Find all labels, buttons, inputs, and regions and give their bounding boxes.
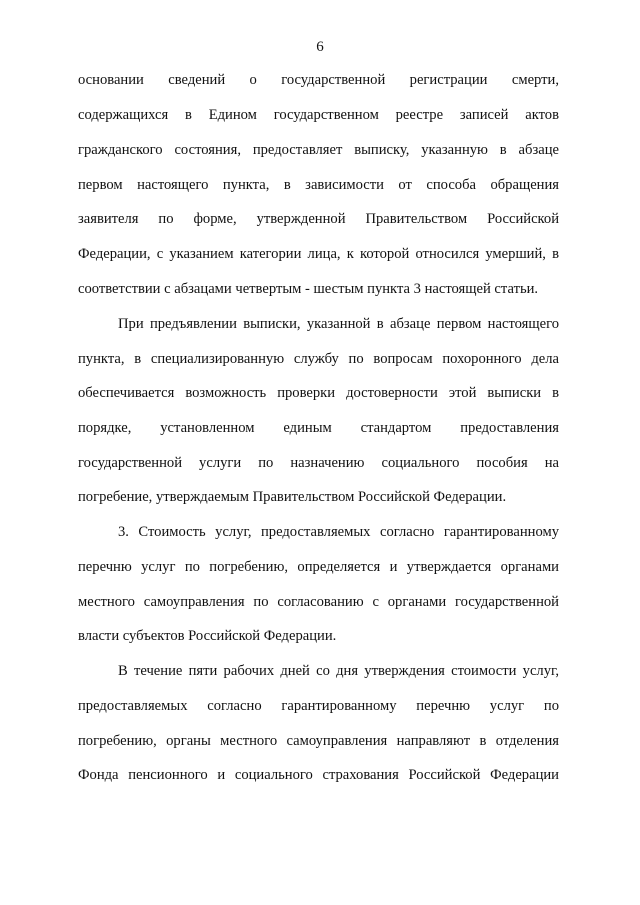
page-number: 6 — [316, 39, 324, 55]
paragraph-1-line-4: первом настоящего пункта, в зависимости от способа обращения — [78, 177, 559, 193]
paragraph-4-line-3: погребению, органы местного самоуправления направляют в отделения — [78, 733, 559, 749]
paragraph-2-line-2: пункта, в специализированную службу по вопросам похоронного дела — [78, 351, 559, 367]
paragraph-1-line-6: Федерации, с указанием категории лица, к которой относился умерший, в — [78, 246, 559, 262]
paragraph-2-line-4: порядке, установленном единым стандартом предоставления — [78, 420, 559, 436]
paragraph-3-line-2: перечню услуг по погребению, определяется и утверждается органами — [78, 559, 559, 575]
paragraph-1-line-7: соответствии с абзацами четвертым - шестым пункта 3 настоящей статьи. — [78, 281, 539, 297]
paragraph-2-line-6: погребение, утверждаемым Правительством Российской Федерации. — [78, 489, 507, 505]
paragraph-1-line-5: заявителя по форме, утвержденной Правительством Российской — [78, 211, 559, 227]
paragraph-3-line-3: местного самоуправления по согласованию с органами государственной — [78, 594, 559, 610]
paragraph-2-line-3: обеспечивается возможность проверки достоверности этой выписки в — [78, 385, 559, 401]
paragraph-1-line-2: содержащихся в Едином государственном реестре записей актов — [78, 107, 559, 123]
paragraph-4-line-2: предоставляемых согласно гарантированному перечню услуг по — [78, 698, 559, 714]
paragraph-1-line-3: гражданского состояния, предоставляет выписку, указанную в абзаце — [78, 142, 559, 158]
paragraph-3-line-1: 3. Стоимость услуг, предоставляемых согласно гарантированному — [118, 524, 559, 540]
paragraph-3-line-4: власти субъектов Российской Федерации. — [78, 628, 337, 644]
paragraph-4-line-4: Фонда пенсионного и социального страхования Российской Федерации — [78, 767, 559, 783]
paragraph-2-line-1: При предъявлении выписки, указанной в абзаце первом настоящего — [118, 316, 559, 332]
paragraph-2-line-5: государственной услуги по назначению социального пособия на — [78, 455, 559, 471]
paragraph-4-line-1: В течение пяти рабочих дней со дня утверждения стоимости услуг, — [118, 663, 559, 679]
paragraph-1-line-1: основании сведений о государственной регистрации смерти, — [78, 72, 559, 88]
